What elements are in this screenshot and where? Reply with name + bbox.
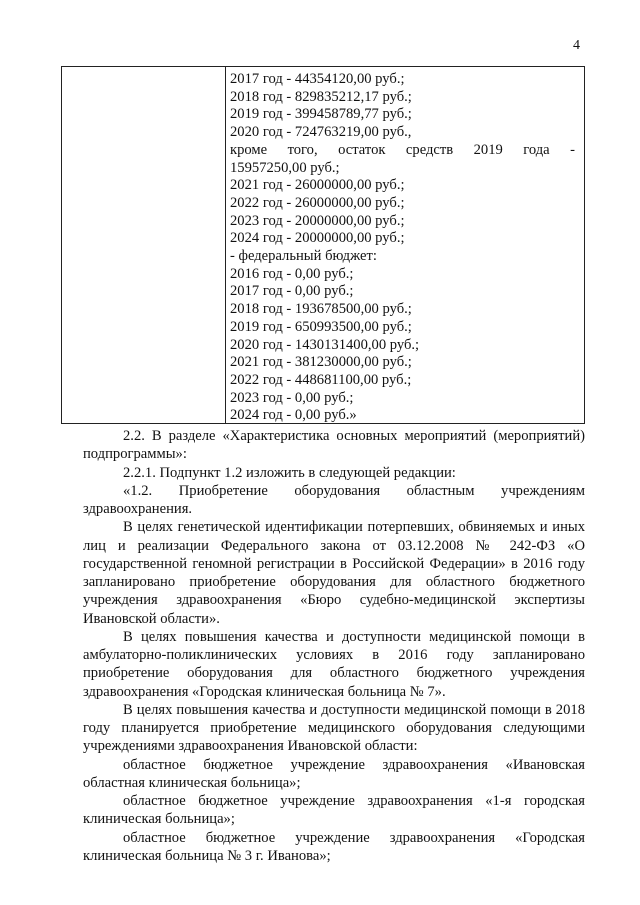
table-line: 2017 год - 44354120,00 руб.;: [230, 71, 405, 87]
table-line: 2024 год - 20000000,00 руб.;: [230, 230, 405, 247]
table-column-divider: [225, 67, 226, 423]
table-line: - федеральный бюджет:: [230, 248, 377, 265]
table-line: 2017 год - 0,00 руб.;: [230, 283, 354, 300]
table-line: 2023 год - 20000000,00 руб.;: [230, 212, 405, 229]
table-line: 2023 год - 0,00 руб.;: [230, 389, 354, 406]
table-line: 2024 год - 0,00 руб.»: [230, 407, 357, 424]
word: -: [570, 141, 575, 158]
table-line-justified: [230, 142, 575, 160]
table-line: 2022 год - 26000000,00 руб.;: [230, 194, 405, 211]
word: года: [523, 141, 550, 158]
word: кроме: [230, 141, 268, 158]
paragraph: областное бюджетное учреждение здравоохранения «Городская клиническая больница № 3 г. Иванова»;: [83, 829, 585, 864]
document-body: [83, 427, 585, 865]
table-line: 2021 год - 381230000,00 руб.;: [230, 354, 412, 371]
word: средств: [405, 141, 454, 158]
table-left-cell: [62, 67, 225, 423]
paragraph: областное бюджетное учреждение здравоохранения «1-я городская клиническая больница»;: [83, 793, 585, 828]
budget-table: [61, 66, 585, 424]
paragraph: «1.2. Приобретение оборудования областным учреждениям здравоохранения.: [83, 482, 585, 517]
table-right-cell: [230, 71, 575, 425]
table-line: 2019 год - 650993500,00 руб.;: [230, 318, 412, 335]
paragraph: областное бюджетное учреждение здравоохранения «Ивановская областная клиническая больница»;: [83, 756, 585, 791]
table-line: 2020 год - 724763219,00 руб.,: [230, 124, 412, 141]
word: того,: [287, 141, 318, 158]
table-line: 2021 год - 26000000,00 руб.;: [230, 177, 405, 194]
table-line: 2020 год - 1430131400,00 руб.;: [230, 336, 420, 353]
paragraph: В целях повышения качества и доступности медицинской помощи в амбулаторно-поликлинических условиях в 2016 году запланировано приобретение оборудования для областного бюджетного учреждения здравоохранения «Городская клиническая больница № 7».: [83, 628, 585, 700]
paragraph: В целях генетической идентификации потерпевших, обвиняемых и иных лиц и реализации Федерального закона от 03.12.2008 № 242-ФЗ «О государственной геномной регистрации в Российской Федерации» в 2016 году запланировано приобретение оборудования для областного бюджетного учреждения здравоохранения «Бюро судебно-медицинской экспертизы Ивановской области».: [83, 519, 585, 627]
paragraph: В целях повышения качества и доступности медицинской помощи в 2018 году планируется приобретение медицинского оборудования следующими учреждениями здравоохранения Ивановской области:: [83, 701, 585, 755]
table-line: 15957250,00 руб.;: [230, 159, 340, 176]
paragraph: 2.2.1. Подпункт 1.2 изложить в следующей редакции:: [123, 464, 456, 481]
table-line: 2018 год - 829835212,17 руб.;: [230, 88, 412, 105]
paragraph: 2.2. В разделе «Характеристика основных мероприятий (мероприятий) подпрограммы»:: [83, 428, 585, 463]
table-line: 2022 год - 448681100,00 руб.;: [230, 371, 412, 388]
table-line: 2018 год - 193678500,00 руб.;: [230, 301, 412, 318]
page-number: 4: [573, 38, 580, 53]
word: остаток: [338, 141, 386, 158]
table-line: 2019 год - 399458789,77 руб.;: [230, 106, 412, 123]
table-line: 2016 год - 0,00 руб.;: [230, 265, 354, 282]
word: 2019: [473, 141, 503, 158]
